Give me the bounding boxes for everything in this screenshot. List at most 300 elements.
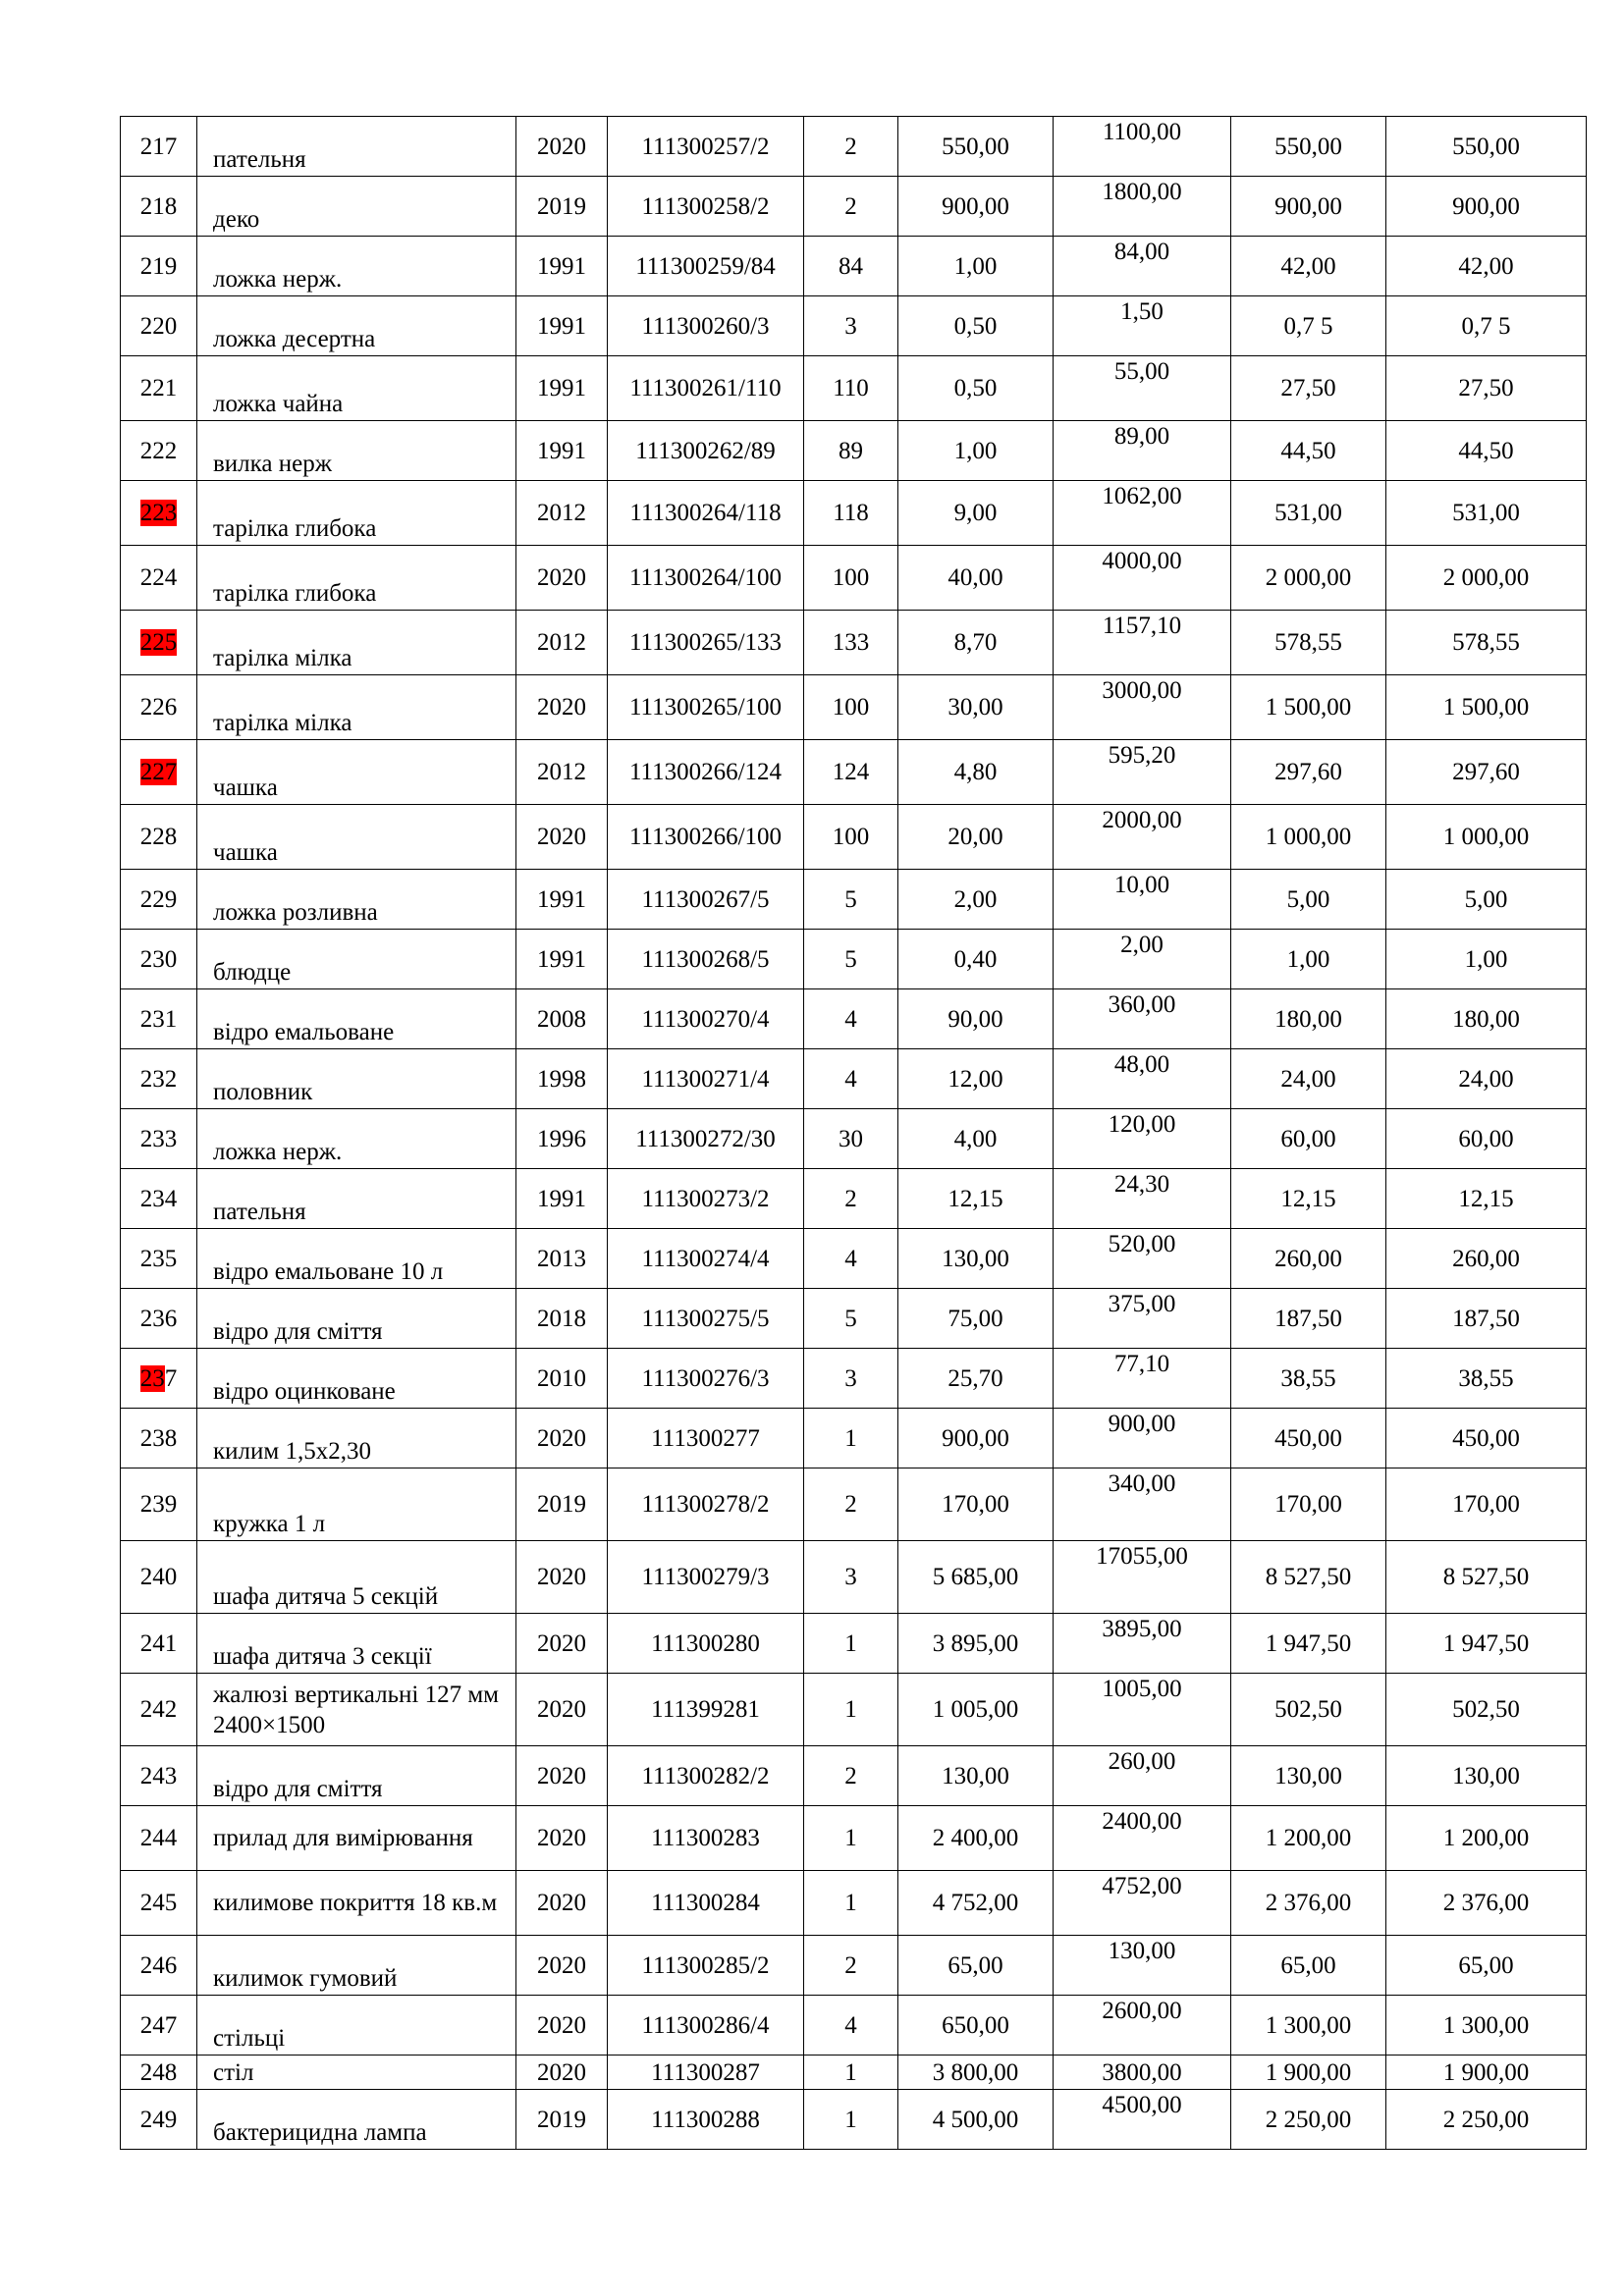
residual-value-cell	[1386, 805, 1587, 870]
item-name-cell	[197, 177, 516, 237]
year: 1991	[537, 1185, 586, 1212]
unit-price: 20,00	[947, 824, 1003, 850]
item-name: ложка нерж.	[213, 1139, 343, 1165]
inventory-number-cell	[608, 1996, 804, 2056]
year-cell	[516, 237, 608, 296]
wear-value: 1 000,00	[1265, 824, 1352, 850]
inventory-number: 111300276/3	[641, 1364, 770, 1392]
inventory-number: 111300286/4	[641, 2011, 770, 2039]
total-sum: 2600,00	[1102, 1998, 1182, 2024]
unit-price-cell	[898, 237, 1054, 296]
wear-value-cell	[1231, 1169, 1386, 1229]
residual-value: 297,60	[1452, 759, 1520, 785]
row-number: 219	[139, 252, 178, 280]
wear-value-cell	[1231, 1109, 1386, 1169]
item-name-cell	[197, 1109, 516, 1169]
row-number-cell	[121, 1806, 197, 1871]
table-row	[121, 1468, 1587, 1541]
year-cell	[516, 675, 608, 740]
wear-value-cell	[1231, 1289, 1386, 1349]
unit-price: 3 895,00	[932, 1629, 1019, 1657]
item-name-cell	[197, 611, 516, 675]
residual-value-cell	[1386, 356, 1587, 421]
wear-value: 1 947,50	[1265, 1629, 1352, 1657]
year-cell	[516, 1614, 608, 1674]
row-number: 246	[139, 1951, 178, 1979]
row-number-cell	[121, 1109, 197, 1169]
year: 1991	[537, 945, 586, 973]
quantity: 2	[844, 1762, 857, 1789]
total-sum: 10,00	[1113, 872, 1170, 898]
residual-value: 12,15	[1458, 1185, 1514, 1212]
item-name-cell	[197, 1614, 516, 1674]
quantity-cell	[804, 1109, 898, 1169]
inventory-number: 111300261/110	[629, 375, 782, 401]
total-sum: 130,00	[1108, 1938, 1176, 1964]
residual-value-cell	[1386, 1169, 1587, 1229]
item-name: пательня	[213, 1199, 306, 1225]
residual-value-cell	[1386, 989, 1587, 1049]
item-name-cell	[197, 237, 516, 296]
residual-value-cell	[1386, 870, 1587, 930]
quantity-cell	[804, 1996, 898, 2056]
quantity: 1	[844, 1696, 857, 1723]
wear-value: 27,50	[1280, 375, 1336, 401]
year: 2019	[537, 2106, 586, 2133]
residual-value: 8 527,50	[1442, 1564, 1530, 1590]
residual-value-cell	[1386, 1229, 1587, 1289]
unit-price-cell	[898, 1871, 1054, 1936]
total-sum-cell	[1054, 1109, 1231, 1169]
item-name-cell	[197, 2090, 516, 2150]
quantity-cell	[804, 1674, 898, 1746]
row-number: 238	[139, 1424, 178, 1452]
year: 2020	[537, 2011, 586, 2039]
unit-price-cell	[898, 1674, 1054, 1746]
inventory-number: 111300258/2	[641, 192, 770, 220]
item-name-cell	[197, 1746, 516, 1806]
year: 1996	[537, 1125, 586, 1152]
quantity-cell	[804, 237, 898, 296]
total-sum: 900,00	[1108, 1411, 1176, 1437]
inventory-number: 111300271/4	[641, 1065, 770, 1093]
total-sum: 1800,00	[1102, 179, 1182, 205]
table-row	[121, 546, 1587, 611]
quantity-cell	[804, 1049, 898, 1109]
item-name: ложка розливна	[213, 899, 378, 926]
quantity: 124	[832, 759, 870, 785]
row-number-cell	[121, 740, 197, 805]
total-sum-cell	[1054, 1409, 1231, 1468]
wear-value-cell	[1231, 1871, 1386, 1936]
item-name-cell	[197, 675, 516, 740]
residual-value: 65,00	[1458, 1951, 1514, 1979]
quantity: 5	[844, 945, 857, 973]
wear-value: 65,00	[1280, 1951, 1336, 1979]
year-cell	[516, 546, 608, 611]
unit-price-cell	[898, 117, 1054, 177]
unit-price-cell	[898, 546, 1054, 611]
unit-price-cell	[898, 1996, 1054, 2056]
residual-value: 0,7 5	[1461, 312, 1511, 340]
inventory-number: 111300279/3	[641, 1564, 770, 1590]
inventory-number: 111399281	[651, 1696, 760, 1723]
residual-value: 44,50	[1458, 437, 1514, 464]
year: 2020	[537, 1696, 586, 1723]
row-number: 242	[139, 1696, 178, 1723]
inventory-number-cell	[608, 1409, 804, 1468]
table-row	[121, 481, 1587, 546]
item-name-cell	[197, 421, 516, 481]
inventory-number: 111300284	[651, 1890, 760, 1916]
wear-value-cell	[1231, 2090, 1386, 2150]
quantity: 4	[844, 1065, 857, 1093]
item-name: жалюзі вертикальні 127 мм 2400×1500	[213, 1681, 499, 1738]
wear-value-cell	[1231, 1936, 1386, 1996]
quantity: 100	[832, 694, 870, 721]
total-sum-cell	[1054, 1871, 1231, 1936]
year: 2010	[537, 1364, 586, 1392]
residual-value-cell	[1386, 1871, 1587, 1936]
year: 2019	[537, 192, 586, 220]
total-sum-cell	[1054, 805, 1231, 870]
unit-price-cell	[898, 930, 1054, 989]
item-name-cell	[197, 481, 516, 546]
item-name-cell	[197, 870, 516, 930]
table-body	[121, 117, 1587, 2150]
table-row	[121, 1229, 1587, 1289]
quantity: 1	[844, 1890, 857, 1916]
unit-price: 90,00	[947, 1005, 1003, 1033]
inventory-number-cell	[608, 1936, 804, 1996]
unit-price: 75,00	[947, 1305, 1003, 1332]
unit-price-cell	[898, 1936, 1054, 1996]
wear-value: 180,00	[1274, 1005, 1342, 1033]
residual-value: 1 947,50	[1442, 1629, 1530, 1657]
row-number-cell	[121, 481, 197, 546]
unit-price: 2 400,00	[932, 1825, 1019, 1851]
quantity-cell	[804, 481, 898, 546]
unit-price-cell	[898, 1468, 1054, 1541]
residual-value: 5,00	[1464, 885, 1508, 913]
wear-value: 2 376,00	[1265, 1890, 1352, 1916]
total-sum-cell	[1054, 1806, 1231, 1871]
inventory-number-cell	[608, 989, 804, 1049]
row-number-cell	[121, 1409, 197, 1468]
item-name: ложка чайна	[213, 391, 344, 417]
total-sum-cell	[1054, 481, 1231, 546]
quantity: 3	[844, 1364, 857, 1392]
year: 2020	[537, 1890, 586, 1916]
row-number: 247	[139, 2011, 178, 2039]
residual-value-cell	[1386, 1614, 1587, 1674]
residual-value: 24,00	[1458, 1065, 1514, 1093]
total-sum: 340,00	[1108, 1470, 1176, 1497]
row-number-cell	[121, 1169, 197, 1229]
inventory-number-cell	[608, 1289, 804, 1349]
unit-price: 0,50	[953, 312, 998, 340]
item-name: чашка	[213, 774, 278, 801]
item-name: відро для сміття	[213, 1318, 383, 1345]
total-sum: 89,00	[1113, 423, 1170, 450]
year: 1991	[537, 375, 586, 401]
quantity: 2	[844, 1491, 857, 1518]
wear-value-cell	[1231, 1349, 1386, 1409]
residual-value-cell	[1386, 1289, 1587, 1349]
residual-value-cell	[1386, 930, 1587, 989]
residual-value-cell	[1386, 1409, 1587, 1468]
item-name: відро для сміття	[213, 1776, 383, 1802]
unit-price-cell	[898, 177, 1054, 237]
year: 2020	[537, 1564, 586, 1590]
row-number-cell	[121, 421, 197, 481]
unit-price: 12,00	[947, 1065, 1003, 1093]
wear-value: 0,7 5	[1283, 312, 1333, 340]
residual-value: 1,00	[1464, 945, 1508, 973]
row-number-cell	[121, 237, 197, 296]
row-number-cell	[121, 296, 197, 356]
table-row	[121, 1169, 1587, 1229]
row-number: 243	[139, 1762, 178, 1789]
row-number: 224	[139, 564, 178, 591]
residual-value: 2 000,00	[1442, 564, 1530, 591]
unit-price: 4,80	[953, 759, 998, 785]
residual-value-cell	[1386, 1674, 1587, 1746]
table-row	[121, 1936, 1587, 1996]
inventory-number-cell	[608, 870, 804, 930]
total-sum: 3895,00	[1102, 1616, 1182, 1642]
wear-value-cell	[1231, 481, 1386, 546]
total-sum-cell	[1054, 237, 1231, 296]
residual-value: 60,00	[1458, 1125, 1514, 1152]
wear-value-cell	[1231, 1229, 1386, 1289]
row-number-cell	[121, 1871, 197, 1936]
residual-value: 1 200,00	[1442, 1825, 1530, 1851]
row-number: 227	[139, 759, 178, 785]
year-cell	[516, 177, 608, 237]
unit-price: 9,00	[953, 500, 998, 526]
item-name-cell	[197, 1049, 516, 1109]
unit-price-cell	[898, 2090, 1054, 2150]
quantity: 100	[832, 564, 870, 591]
item-name: килимове покриття 18 кв.м	[213, 1890, 498, 1916]
row-number-cell	[121, 1614, 197, 1674]
quantity-cell	[804, 870, 898, 930]
wear-value: 130,00	[1274, 1762, 1342, 1789]
quantity: 89	[839, 437, 863, 464]
row-number-cell	[121, 1289, 197, 1349]
item-name: тарілка глибока	[213, 515, 377, 542]
total-sum-cell	[1054, 740, 1231, 805]
quantity: 1	[844, 1424, 857, 1452]
quantity-cell	[804, 2090, 898, 2150]
year: 1991	[537, 252, 586, 280]
total-sum-cell	[1054, 1541, 1231, 1614]
total-sum-cell	[1054, 2056, 1231, 2090]
year: 2020	[537, 564, 586, 591]
quantity: 4	[844, 2011, 857, 2039]
item-name: прилад для вимірювання	[213, 1825, 473, 1851]
residual-value-cell	[1386, 1996, 1587, 2056]
wear-value: 578,55	[1274, 629, 1342, 656]
inventory-number-cell	[608, 1468, 804, 1541]
residual-value: 1 900,00	[1442, 2058, 1530, 2086]
residual-value: 170,00	[1452, 1491, 1520, 1518]
total-sum-cell	[1054, 546, 1231, 611]
total-sum: 2000,00	[1102, 807, 1182, 833]
total-sum-cell	[1054, 1468, 1231, 1541]
inventory-number: 111300266/100	[628, 824, 783, 850]
item-name: кружка 1 л	[213, 1511, 326, 1537]
inventory-number-cell	[608, 177, 804, 237]
total-sum-cell	[1054, 1674, 1231, 1746]
residual-value: 187,50	[1452, 1305, 1520, 1332]
inventory-number: 111300264/100	[628, 564, 783, 591]
item-name-cell	[197, 2056, 516, 2090]
item-name-cell	[197, 1806, 516, 1871]
year: 2012	[537, 500, 586, 526]
inventory-number: 111300264/118	[629, 500, 782, 526]
residual-value-cell	[1386, 546, 1587, 611]
quantity: 1	[844, 2106, 857, 2133]
residual-value: 260,00	[1452, 1245, 1520, 1272]
inventory-number-cell	[608, 1229, 804, 1289]
row-number: 235	[139, 1245, 178, 1272]
item-name: тарілка глибока	[213, 580, 377, 607]
wear-value-cell	[1231, 296, 1386, 356]
quantity-cell	[804, 675, 898, 740]
quantity-cell	[804, 805, 898, 870]
quantity-cell	[804, 546, 898, 611]
quantity-cell	[804, 296, 898, 356]
inventory-number: 111300283	[651, 1825, 760, 1851]
year-cell	[516, 2090, 608, 2150]
row-number-cell	[121, 1936, 197, 1996]
item-name-cell	[197, 740, 516, 805]
year: 1998	[537, 1065, 586, 1093]
table-row	[121, 930, 1587, 989]
inventory-number-cell	[608, 237, 804, 296]
item-name: чашка	[213, 839, 278, 866]
unit-price-cell	[898, 481, 1054, 546]
quantity-cell	[804, 1806, 898, 1871]
year-cell	[516, 740, 608, 805]
residual-value-cell	[1386, 1541, 1587, 1614]
inventory-number-cell	[608, 930, 804, 989]
item-name-cell	[197, 1936, 516, 1996]
quantity: 5	[844, 1305, 857, 1332]
unit-price: 0,50	[953, 375, 998, 401]
residual-value: 27,50	[1458, 375, 1514, 401]
total-sum: 77,10	[1113, 1351, 1170, 1377]
quantity: 2	[844, 1185, 857, 1212]
residual-value-cell	[1386, 1349, 1587, 1409]
year-cell	[516, 1289, 608, 1349]
wear-value-cell	[1231, 117, 1386, 177]
total-sum-cell	[1054, 1289, 1231, 1349]
year-cell	[516, 989, 608, 1049]
year-cell	[516, 1049, 608, 1109]
unit-price-cell	[898, 1614, 1054, 1674]
table-row	[121, 675, 1587, 740]
unit-price-cell	[898, 989, 1054, 1049]
wear-value: 1 200,00	[1265, 1825, 1352, 1851]
residual-value-cell	[1386, 2090, 1587, 2150]
table-row	[121, 1674, 1587, 1746]
item-name-cell	[197, 296, 516, 356]
inventory-number-cell	[608, 296, 804, 356]
wear-value-cell	[1231, 1674, 1386, 1746]
row-number: 229	[139, 885, 178, 913]
year: 2020	[537, 1825, 586, 1851]
quantity: 2	[844, 133, 857, 160]
unit-price-cell	[898, 2056, 1054, 2090]
row-number: 228	[139, 824, 178, 850]
year-cell	[516, 930, 608, 989]
row-number: 249	[139, 2106, 178, 2133]
wear-value-cell	[1231, 421, 1386, 481]
residual-value: 1 500,00	[1442, 694, 1530, 721]
item-name-cell	[197, 1229, 516, 1289]
unit-price-cell	[898, 1049, 1054, 1109]
row-number-cell	[121, 1229, 197, 1289]
year-cell	[516, 421, 608, 481]
residual-value: 900,00	[1452, 192, 1520, 220]
item-name-cell	[197, 1468, 516, 1541]
unit-price: 0,40	[953, 945, 998, 973]
year-cell	[516, 1541, 608, 1614]
row-number-cell	[121, 675, 197, 740]
total-sum-cell	[1054, 2090, 1231, 2150]
quantity: 1	[844, 2058, 857, 2086]
wear-value-cell	[1231, 1614, 1386, 1674]
inventory-number-cell	[608, 421, 804, 481]
item-name: килимок гумовий	[213, 1965, 398, 1992]
year-cell	[516, 481, 608, 546]
inventory-number: 111300282/2	[641, 1762, 770, 1789]
unit-price-cell	[898, 421, 1054, 481]
unit-price: 30,00	[947, 694, 1003, 721]
row-number: 217	[139, 133, 178, 160]
quantity: 4	[844, 1005, 857, 1033]
total-sum-cell	[1054, 1936, 1231, 1996]
row-number: 221	[139, 375, 178, 401]
residual-value: 531,00	[1452, 500, 1520, 526]
item-name: відро емальоване	[213, 1019, 395, 1045]
residual-value-cell	[1386, 1936, 1587, 1996]
inventory-number: 111300270/4	[641, 1005, 770, 1033]
inventory-number: 111300257/2	[641, 133, 770, 160]
row-number: 232	[139, 1065, 178, 1093]
total-sum-cell	[1054, 177, 1231, 237]
item-name-cell	[197, 1409, 516, 1468]
wear-value: 5,00	[1286, 885, 1330, 913]
unit-price: 900,00	[942, 192, 1009, 220]
total-sum: 4752,00	[1102, 1873, 1182, 1899]
table-row	[121, 1289, 1587, 1349]
residual-value-cell	[1386, 177, 1587, 237]
wear-value: 531,00	[1274, 500, 1342, 526]
residual-value-cell	[1386, 740, 1587, 805]
wear-value: 450,00	[1274, 1424, 1342, 1452]
quantity-cell	[804, 1614, 898, 1674]
year: 2020	[537, 694, 586, 721]
inventory-number-cell	[608, 1349, 804, 1409]
wear-value: 297,60	[1274, 759, 1342, 785]
inventory-number-cell	[608, 1614, 804, 1674]
year: 1991	[537, 312, 586, 340]
quantity: 5	[844, 885, 857, 913]
